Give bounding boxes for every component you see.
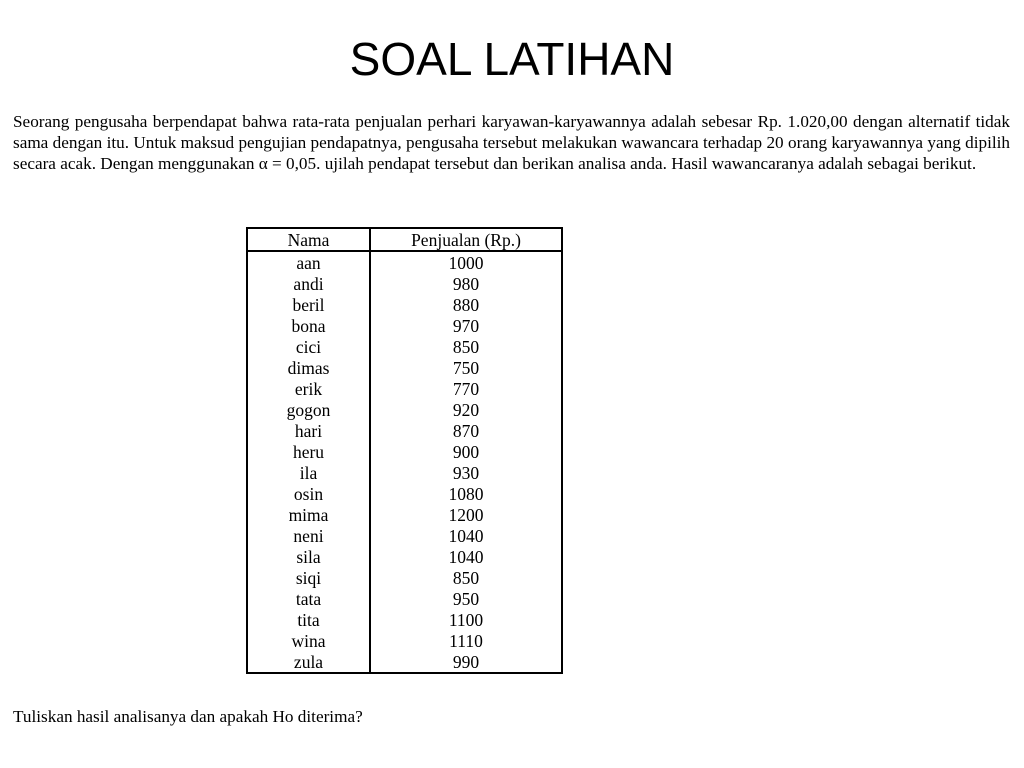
cell-name: siqi	[247, 567, 370, 588]
sales-table	[246, 227, 563, 674]
cell-sales: 870	[370, 420, 562, 441]
cell-sales: 990	[370, 651, 562, 673]
cell-name: mima	[247, 504, 370, 525]
cell-sales: 1000	[370, 251, 562, 273]
table-row	[247, 525, 562, 546]
cell-sales: 750	[370, 357, 562, 378]
slide-title: SOAL LATIHAN	[349, 33, 675, 85]
table-row	[247, 420, 562, 441]
cell-sales: 1110	[370, 630, 562, 651]
cell-sales: 850	[370, 336, 562, 357]
table-header-row	[247, 228, 562, 251]
table-row	[247, 378, 562, 399]
cell-name: andi	[247, 273, 370, 294]
table-row	[247, 567, 562, 588]
cell-name: ila	[247, 462, 370, 483]
cell-name: bona	[247, 315, 370, 336]
table-row	[247, 483, 562, 504]
table-row	[247, 294, 562, 315]
cell-sales: 1100	[370, 609, 562, 630]
table-row	[247, 273, 562, 294]
cell-name: gogon	[247, 399, 370, 420]
cell-name: cici	[247, 336, 370, 357]
cell-sales: 850	[370, 567, 562, 588]
cell-sales: 930	[370, 462, 562, 483]
table-row	[247, 462, 562, 483]
header-sales: Penjualan (Rp.)	[370, 228, 562, 251]
table-row	[247, 399, 562, 420]
table-row	[247, 651, 562, 673]
question-text: Tuliskan hasil analisanya dan apakah Ho diterima?	[13, 707, 363, 726]
table-row	[247, 546, 562, 567]
cell-sales: 900	[370, 441, 562, 462]
table-row	[247, 357, 562, 378]
cell-name: neni	[247, 525, 370, 546]
table-row	[247, 504, 562, 525]
cell-name: tita	[247, 609, 370, 630]
cell-sales: 770	[370, 378, 562, 399]
table-row	[247, 588, 562, 609]
cell-sales: 1040	[370, 525, 562, 546]
table-row	[247, 315, 562, 336]
problem-statement: Seorang pengusaha berpendapat bahwa rata-rata penjualan perhari karyawan-karyawannya adalah sebesar Rp. 1.020,00 dengan alternatif tidak sama dengan itu. Untuk maksud pengujian pendapatnya, pengusaha tersebut melakukan wawancara terhadap 20 orang karyawannya yang dipilih secara acak. Dengan menggunakan α = 0,05. ujilah pendapat tersebut dan berikan analisa anda. Hasil wawancaranya adalah sebagai berikut.	[13, 112, 1010, 174]
table-row	[247, 630, 562, 651]
cell-name: hari	[247, 420, 370, 441]
table-row	[247, 609, 562, 630]
table-row	[247, 441, 562, 462]
cell-sales: 980	[370, 273, 562, 294]
cell-name: sila	[247, 546, 370, 567]
header-name: Nama	[247, 228, 370, 251]
cell-name: zula	[247, 651, 370, 673]
cell-name: dimas	[247, 357, 370, 378]
cell-sales: 880	[370, 294, 562, 315]
table-row	[247, 251, 562, 273]
cell-name: wina	[247, 630, 370, 651]
cell-sales: 950	[370, 588, 562, 609]
cell-name: aan	[247, 251, 370, 273]
cell-name: erik	[247, 378, 370, 399]
cell-sales: 970	[370, 315, 562, 336]
cell-name: heru	[247, 441, 370, 462]
cell-name: beril	[247, 294, 370, 315]
cell-sales: 1080	[370, 483, 562, 504]
cell-name: tata	[247, 588, 370, 609]
cell-sales: 1200	[370, 504, 562, 525]
cell-sales: 920	[370, 399, 562, 420]
cell-name: osin	[247, 483, 370, 504]
table-row	[247, 336, 562, 357]
cell-sales: 1040	[370, 546, 562, 567]
